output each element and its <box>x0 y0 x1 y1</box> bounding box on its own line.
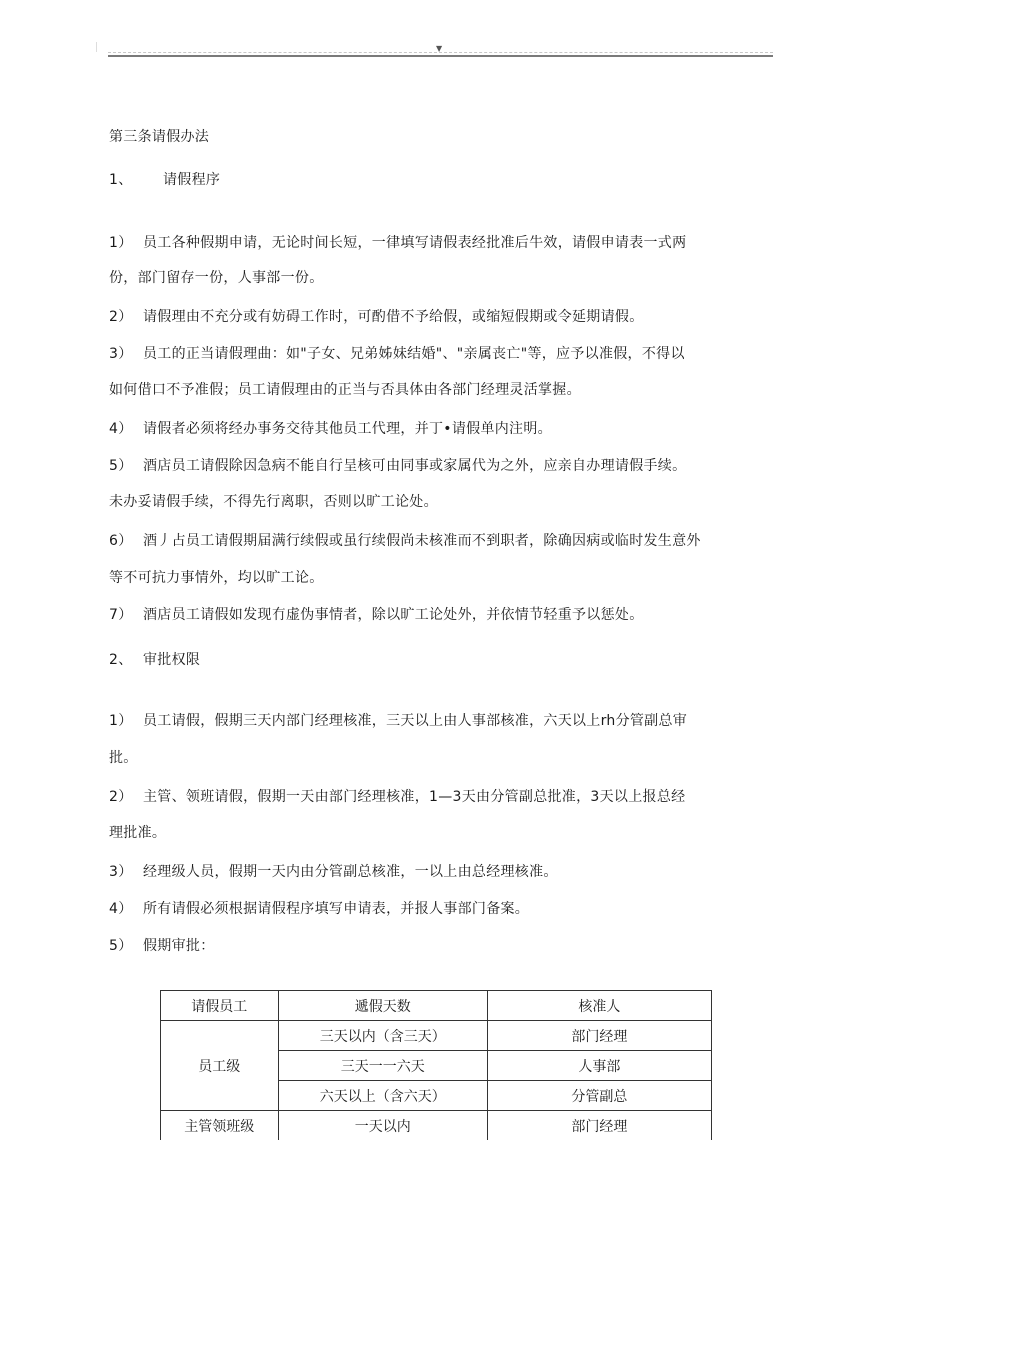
p2-item-4-num: 4） <box>109 901 133 917</box>
header-employee: 请假员工 <box>161 991 279 1021</box>
p1-item-7-num: 7） <box>109 607 133 623</box>
table-header-row <box>161 991 712 1021</box>
days-cell: 六天以上（含六天） <box>278 1081 487 1111</box>
p1-item-2-num: 2） <box>109 309 133 325</box>
part2-heading <box>109 650 200 670</box>
p1-item-2 <box>109 307 644 327</box>
days-cell: 三天以内（含三天） <box>278 1021 487 1051</box>
p1-item-5-num: 5） <box>109 458 133 474</box>
p1-item-3-line2: 如何借口不予准假；员工请假理由的正当与否具体由各部门经理灵活掌握。 <box>109 382 581 398</box>
p1-item-1-text: 员工各种假期申请，无论时间长短，一律填写请假表经批准后牛效，请假申请表一式两 <box>143 235 687 251</box>
p1-item-3-num: 3） <box>109 346 133 362</box>
table-row <box>161 1111 712 1141</box>
p2-item-5-text: 假期审批： <box>143 938 215 954</box>
approver-cell: 分管副总 <box>487 1081 711 1111</box>
p1-item-4 <box>109 419 552 439</box>
days-cell: 一天以内 <box>278 1111 487 1141</box>
level-cell: 员工级 <box>161 1021 279 1111</box>
p2-item-5 <box>109 936 215 956</box>
header-rule <box>108 55 773 57</box>
p1-item-1-line1 <box>109 233 686 253</box>
part2-number: 2、 <box>109 652 133 668</box>
p1-item-7 <box>109 605 644 625</box>
p1-item-7-text: 酒店员工请假如发现冇虚伪事情者，除以旷工论处外，并依情节轻重予以惩处。 <box>143 607 644 623</box>
p2-item-1-num: 1） <box>109 713 133 729</box>
p2-item-1-text: 员工请假，假期三天内部门经理核准，三天以上由人事部核准，六天以上rh分管副总审 <box>143 713 688 729</box>
p2-item-3-num: 3） <box>109 864 133 880</box>
p2-item-1-line1 <box>109 711 687 731</box>
header-days: 遞假天数 <box>278 991 487 1021</box>
p1-item-1-line2: 份，部门留存一份，人事部一份。 <box>109 270 324 286</box>
p1-item-6-line2: 等不可抗力事情外，均以旷工论。 <box>109 570 324 586</box>
p1-item-4-num: 4） <box>109 421 133 437</box>
p2-item-2-line1 <box>109 787 685 807</box>
p1-item-3-line1 <box>109 344 685 364</box>
approver-cell: 部门经理 <box>487 1111 711 1141</box>
p2-item-1-line2: 批。 <box>109 750 138 766</box>
part1-number: 1、 <box>109 172 133 188</box>
p1-item-6-text: 酒丿占员工请假期届满行续假或虽行续假尚未核准而不到职者，除确因病或临时发生意外 <box>143 533 701 549</box>
p2-item-4-text: 所有请假必须根据请假程序填写申请表，并报人事部门备案。 <box>143 901 530 917</box>
p1-item-5-line2: 未办妥请假手续，不得先行离职，否则以旷工论处。 <box>109 494 438 510</box>
header-marker-icon: ▼ <box>436 44 443 53</box>
part1-title: 请假程序 <box>163 172 221 188</box>
p1-item-6-line1 <box>109 531 701 551</box>
header-approver: 核准人 <box>487 991 711 1021</box>
p2-item-3 <box>109 862 558 882</box>
approver-cell: 人事部 <box>487 1051 711 1081</box>
header-dashed-line <box>108 52 773 53</box>
part1-heading <box>109 170 220 190</box>
p2-item-2-num: 2） <box>109 789 133 805</box>
p2-item-5-num: 5） <box>109 938 133 954</box>
p1-item-5-text: 酒店员工请假除因急病不能自行呈核可由同事或家属代为之外，应亲自办理请假手续。 <box>143 458 687 474</box>
days-cell: 三天一一六天 <box>278 1051 487 1081</box>
p2-item-2-text: 主管、领班请假，假期一天由部门经理核准，1—3天由分管副总批准，3天以上报总经 <box>143 789 686 805</box>
p2-item-3-text: 经理级人员，假期一天内由分管副总核准，一以上由总经理核准。 <box>143 864 558 880</box>
table-row <box>161 1021 712 1051</box>
p2-item-2-line2: 理批准。 <box>109 825 167 841</box>
p1-item-1-num: 1） <box>109 235 133 251</box>
p1-item-5-line1 <box>109 456 686 476</box>
page-corner-mark <box>96 42 97 52</box>
approver-cell: 部门经理 <box>487 1021 711 1051</box>
p2-item-4 <box>109 899 529 919</box>
level-cell: 主管领班级 <box>161 1111 279 1141</box>
p1-item-3-text: 员工的正当请假理曲：如"子女、兄弟姊妹结婚"、"亲属丧亡"等，应予以准假，不得以 <box>143 346 685 362</box>
p1-item-6-num: 6） <box>109 533 133 549</box>
p1-item-4-text: 请假者必须将经办事务交待其他员工代理，并丁•请假单内注明。 <box>143 421 552 437</box>
p1-item-2-text: 请假理由不充分或有妨碍工作时，可酌借不予给假，或缩短假期或令延期请假。 <box>143 309 644 325</box>
part2-title: 审批权限 <box>143 652 201 668</box>
section-title: 第三条请假办法 <box>109 129 210 145</box>
leave-approval-table <box>160 990 712 1140</box>
